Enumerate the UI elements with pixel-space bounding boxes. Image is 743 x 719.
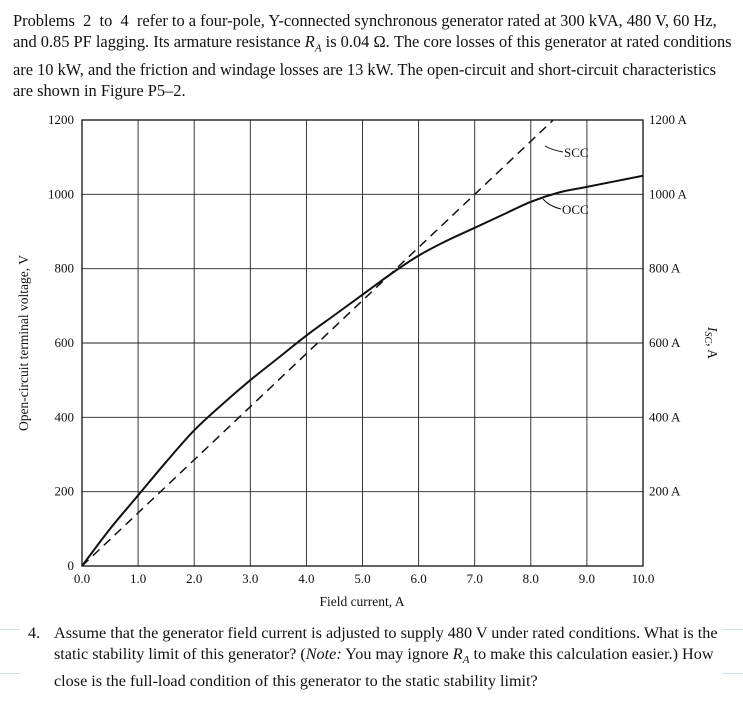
x-tick-label: 10.0 [631,571,655,586]
problem-intro: Problems 2 to 4 refer to a four-pole, Y-connected synchronous generator rated at 300 kVA, 480 V, 60 Hz, and 0.85 PF lagging. Its armature resistance $R_A$ is 0.04 Ω. The core losses of this generator at rated conditions are 10 kW, and the friction and windage losses are 13 kW. The open-circuit and short-circuit characteristics are shown in Figure P5–2. [13,11,732,101]
y2-tick-label: 600 A [649,335,681,350]
annotation-occ-leader [543,199,561,209]
x-tick-label: 1.0 [129,571,147,586]
y-tick-label: 600 [54,335,74,350]
r-symbol: $R_A$ [304,32,322,55]
x-tick-label: 0.0 [73,571,91,586]
x-tick-label: 5.0 [354,571,371,586]
x-tick-label: 2.0 [186,571,203,586]
x-tick-label: 3.0 [242,571,259,586]
y-tick-label: 0 [67,558,74,573]
y2-tick-label: 800 A [649,260,681,276]
question-number: 4. [28,624,41,642]
annotation-scc: SCC [564,145,589,160]
x-tick-label: 9.0 [578,571,596,586]
r-symbol: $R_A$ [452,645,470,667]
separator-left-lower [0,673,20,674]
separator-right [722,629,743,630]
y-tick-label: 1000 [48,186,74,202]
annotations [543,145,589,217]
y2-tick-label: 1200 A [649,112,687,127]
x-axis-title: Field current, A [319,594,405,609]
separator-right-lower [722,673,743,674]
tick-labels [48,112,688,586]
x-tick-label: 7.0 [466,571,483,586]
grid [82,120,643,566]
y-tick-label: 400 [54,409,74,425]
y2-tick-label: 1000 A [649,186,687,202]
y2-tick-label: 200 A [649,483,681,499]
y-tick-label: 200 [54,483,74,499]
y-tick-label: 1200 [48,112,74,127]
question-4: 4. Assume that the generator field current is adjusted to supply 480 V under rated conditions. What is the static stability limit of this generator? (Note: You may ignore $R_A$ to make this calculation easier.) How close is the full-load condition of this generator to the static stability limit? [28,624,718,691]
y2-axis-title: $I_{SC}$, A [702,327,720,359]
x-tick-label: 6.0 [410,571,427,586]
y-axis-title: Open-circuit terminal voltage, V [16,255,31,431]
y-tick-label: 800 [54,260,74,276]
y2-tick-label: 400 A [649,409,681,425]
annotation-occ: OCC [562,202,589,217]
separator-left [0,629,20,630]
x-tick-label: 4.0 [298,571,315,586]
annotation-scc-leader [545,146,563,152]
x-tick-label: 8.0 [522,571,539,586]
